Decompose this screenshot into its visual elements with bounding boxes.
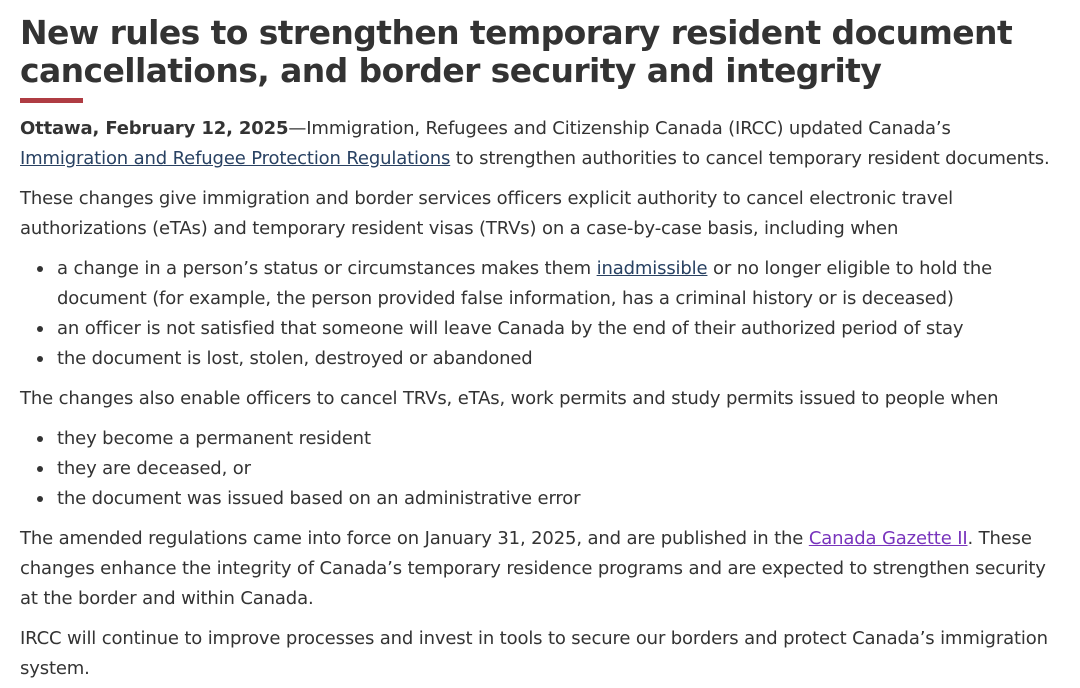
page-title: New rules to strengthen temporary resident document cancellations, and border security and integrity [20,13,1013,90]
list-item-text: an officer is not satisfied that someone will leave Canada by the end of their authorized period of stay [57,318,964,339]
list-item-text: a change in a person’s status or circumstances makes them [57,258,597,279]
canada-gazette-link[interactable]: Canada Gazette II [808,528,968,549]
list-item [57,344,1060,374]
intro-text-end: to strengthen authorities to cancel temporary resident documents. [450,148,1050,169]
list-item-text-end: or no longer eligible to hold the document (for example, the person provided false information, has a criminal history or is deceased) [57,258,993,309]
intro-paragraph [20,114,1060,174]
bullet-icon [37,496,43,502]
list-item [57,454,1060,484]
list-item [57,254,1060,314]
list-item [57,314,1060,344]
list-item-text: they are deceased, or [57,458,251,479]
bullet-icon [37,436,43,442]
dateline: Ottawa, February 12, 2025 [20,118,289,139]
list-item-text: they become a permanent resident [57,428,371,449]
list-item [57,484,1060,514]
changes-paragraph: These changes give immigration and border services officers explicit authority to cancel electronic travel authorizations (eTAs) and temporary resident visas (TRVs) on a case-by-case basis, including when [20,188,954,239]
continue-paragraph: IRCC will continue to improve processes and invest in tools to secure our borders and protect Canada’s immigration system. [20,628,1048,679]
bullet-icon [37,326,43,332]
list-item-text: the document is lost, stolen, destroyed or abandoned [57,348,533,369]
intro-text: —Immigration, Refugees and Citizenship Canada (IRCC) updated Canada’s [288,118,951,139]
cancellation-reasons-list [20,254,1060,374]
bullet-icon [37,466,43,472]
amended-text: The amended regulations came into force on January 31, 2025, and are published in the [20,528,809,549]
also-paragraph: The changes also enable officers to cancel TRVs, eTAs, work permits and study permits issued to people when [20,388,999,409]
regulations-link[interactable]: Immigration and Refugee Protection Regulations [20,148,451,169]
list-item-text: the document was issued based on an administrative error [57,488,581,509]
list-item [57,424,1060,454]
title-underline-accent [20,98,83,103]
amended-paragraph [20,524,1060,614]
inadmissible-link[interactable]: inadmissible [596,258,708,279]
amended-text-end: . These changes enhance the integrity of Canada’s temporary residence programs and are expected to strengthen security at the border and within Canada. [20,528,1046,609]
permit-cancellation-list [20,424,1060,514]
bullet-icon [37,356,43,362]
bullet-icon [37,266,43,272]
